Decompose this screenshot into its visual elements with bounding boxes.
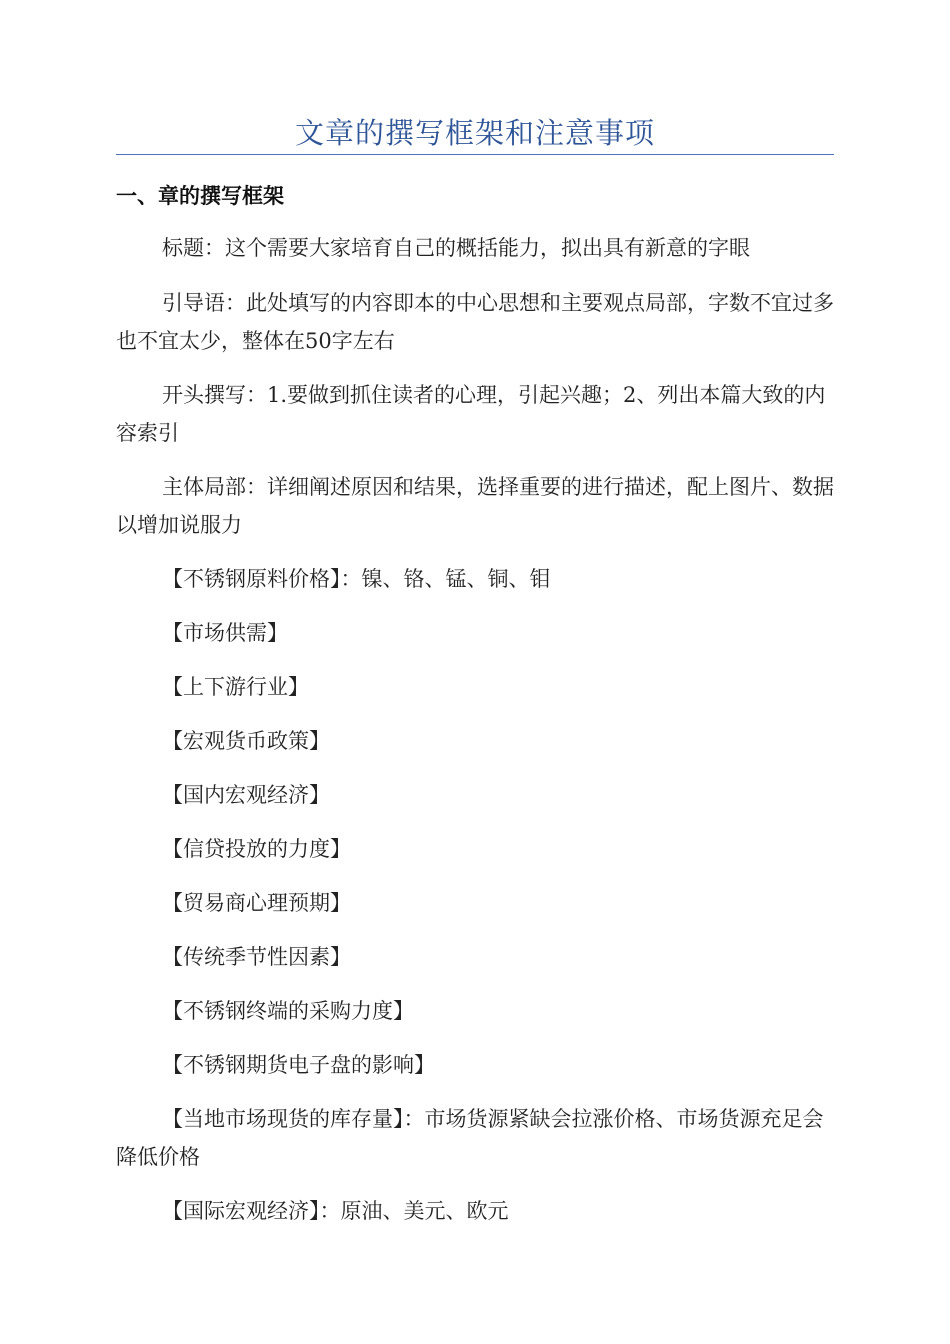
paragraph-opening-guidance: 开头撰写：1.要做到抓住读者的心理，引起兴趣；2、列出本篇大致的内容索引 — [116, 383, 826, 445]
list-item: 【不锈钢原料价格】：镍、铬、锰、铜、钼 — [162, 567, 551, 591]
title-underline — [116, 154, 834, 155]
section-heading: 一、章的撰写框架 — [116, 183, 284, 208]
paragraph-title-guidance: 标题：这个需要大家培育自己的概括能力，拟出具有新意的字眼 — [162, 236, 750, 260]
list-item: 【宏观货币政策】 — [162, 729, 330, 753]
list-item: 【上下游行业】 — [162, 675, 309, 699]
list-item: 【贸易商心理预期】 — [162, 891, 351, 915]
list-item: 【传统季节性因素】 — [162, 945, 351, 969]
paragraph-lead-guidance: 引导语：此处填写的内容即本的中心思想和主要观点局部，字数不宜过多也不宜太少，整体在50字左右 — [116, 291, 834, 353]
list-item: 【不锈钢期货电子盘的影响】 — [162, 1053, 435, 1077]
list-item: 【国内宏观经济】 — [162, 783, 330, 807]
list-item: 【不锈钢终端的采购力度】 — [162, 999, 414, 1023]
list-item: 【市场供需】 — [162, 621, 288, 645]
list-item: 【当地市场现货的库存量】：市场货源紧缺会拉涨价格、市场货源充足会降低价格 — [116, 1107, 824, 1169]
paragraph-body-guidance: 主体局部：详细阐述原因和结果，选择重要的进行描述，配上图片、数据以增加说服力 — [116, 475, 834, 537]
list-item: 【信贷投放的力度】 — [162, 837, 351, 861]
document-title: 文章的撰写框架和注意事项 — [294, 116, 655, 150]
list-item: 【国际宏观经济】：原油、美元、欧元 — [162, 1199, 509, 1223]
